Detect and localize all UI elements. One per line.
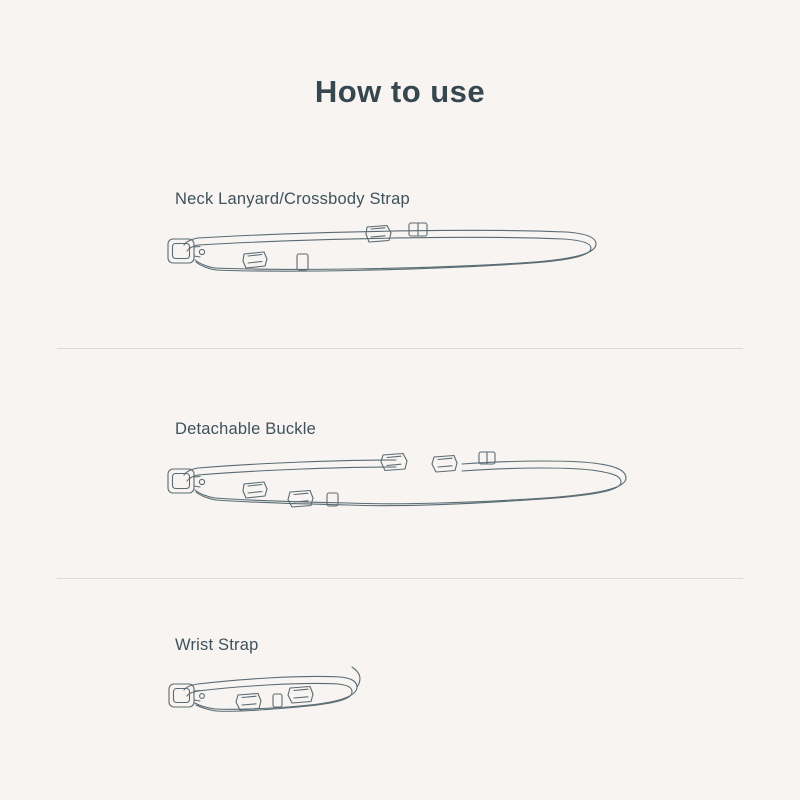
buckle-male-bar-2 [387, 464, 401, 465]
strap-keeper-icon [273, 694, 282, 707]
keeper-body [273, 694, 282, 707]
clasp-tab-bottom [194, 256, 200, 257]
strap-upper-edge-inner [198, 237, 591, 248]
section-wrist-strap [0, 626, 800, 756]
adjuster-bar-1 [242, 696, 256, 697]
strap-lower-edge [215, 244, 596, 269]
section-divider-2 [57, 578, 743, 579]
buckle-male-body [381, 454, 407, 471]
buckle-female-bar-1 [438, 458, 452, 459]
adjuster-center-bar-1 [371, 228, 385, 229]
left-strap-lower-edge [215, 498, 348, 503]
clasp-tab-top [194, 691, 200, 692]
wrist-strap-return-join-inner [196, 705, 216, 711]
clasp-body [168, 469, 194, 493]
right-strap-lower-edge [348, 478, 626, 504]
strap-left-top-join-inner [187, 245, 198, 251]
clasp-body [169, 684, 194, 707]
illustration-wrist-strap [0, 660, 800, 760]
wrist-strap-upper-edge [198, 676, 357, 687]
keeper-body [297, 254, 308, 270]
strap-adjuster-secondary-icon [288, 687, 313, 704]
adjuster-left-bar-2 [248, 492, 262, 494]
clasp-pivot [199, 249, 204, 254]
strap-adjuster-center-icon [366, 226, 391, 243]
adjuster-secondary-bar-1 [294, 689, 308, 690]
buckle-male-bar-1 [387, 456, 401, 457]
clasp-pivot [199, 479, 204, 484]
left-strap-top-join-inner [187, 475, 198, 481]
adjuster-left-body [243, 482, 267, 498]
section-label-wrist-strap: Wrist Strap [175, 636, 259, 654]
clasp-tab-top [194, 247, 200, 248]
adjuster-left-bar-2 [248, 262, 262, 264]
strap-adjuster-left-icon [243, 482, 267, 498]
section-neck-lanyard [0, 180, 800, 350]
buckle-female-bar-2 [438, 466, 452, 467]
buckle-female-body [432, 456, 457, 473]
wrist-strap-top-join-inner [187, 691, 198, 696]
adjuster-left-bar-1 [248, 255, 262, 257]
illustration-detachable-buckle [0, 446, 800, 556]
adjuster-left-body [243, 252, 267, 268]
adjuster-body [236, 694, 261, 711]
clasp-body [168, 239, 194, 263]
adjuster-left-bar-1 [248, 485, 262, 487]
right-strap-upper-edge-inner [462, 468, 621, 482]
detachable-buckle-diagram [0, 446, 800, 556]
neck-lanyard-diagram [0, 216, 800, 326]
section-label-neck-lanyard: Neck Lanyard/Crossbody Strap [175, 190, 410, 208]
clasp-tab-top [194, 477, 200, 478]
wrist-strap-upper-edge-inner [198, 683, 352, 692]
wrist-strap-diagram [0, 660, 800, 760]
section-divider-1 [57, 348, 743, 349]
page-title: How to use [314, 74, 486, 109]
right-strap-lower-edge-inner [349, 482, 621, 506]
illustration-neck-lanyard [0, 216, 800, 326]
buckle-male-half-icon [381, 454, 407, 471]
adjuster-secondary-bar-2 [294, 697, 308, 698]
adjuster-center-bar-2 [371, 236, 385, 237]
wrist-strap-lower-edge [215, 687, 357, 709]
clasp-tab-bottom [194, 700, 200, 701]
buckle-female-half-icon [432, 456, 457, 473]
adjuster-lower-bar-1 [294, 493, 308, 494]
detachable-buckle-closed-icon [409, 223, 427, 236]
section-detachable-buckle [0, 410, 800, 580]
left-strap-upper-edge-inner [198, 467, 396, 475]
section-label-detachable-buckle: Detachable Buckle [175, 420, 316, 438]
clasp-pivot [200, 694, 205, 699]
strap-adjuster-icon [236, 694, 261, 711]
strap-keeper-icon [297, 254, 308, 270]
adjuster-secondary-body [288, 687, 313, 704]
strap-adjuster-left-icon [243, 252, 267, 268]
clasp-tab-bottom [194, 486, 200, 487]
adjuster-bar-2 [242, 704, 256, 705]
